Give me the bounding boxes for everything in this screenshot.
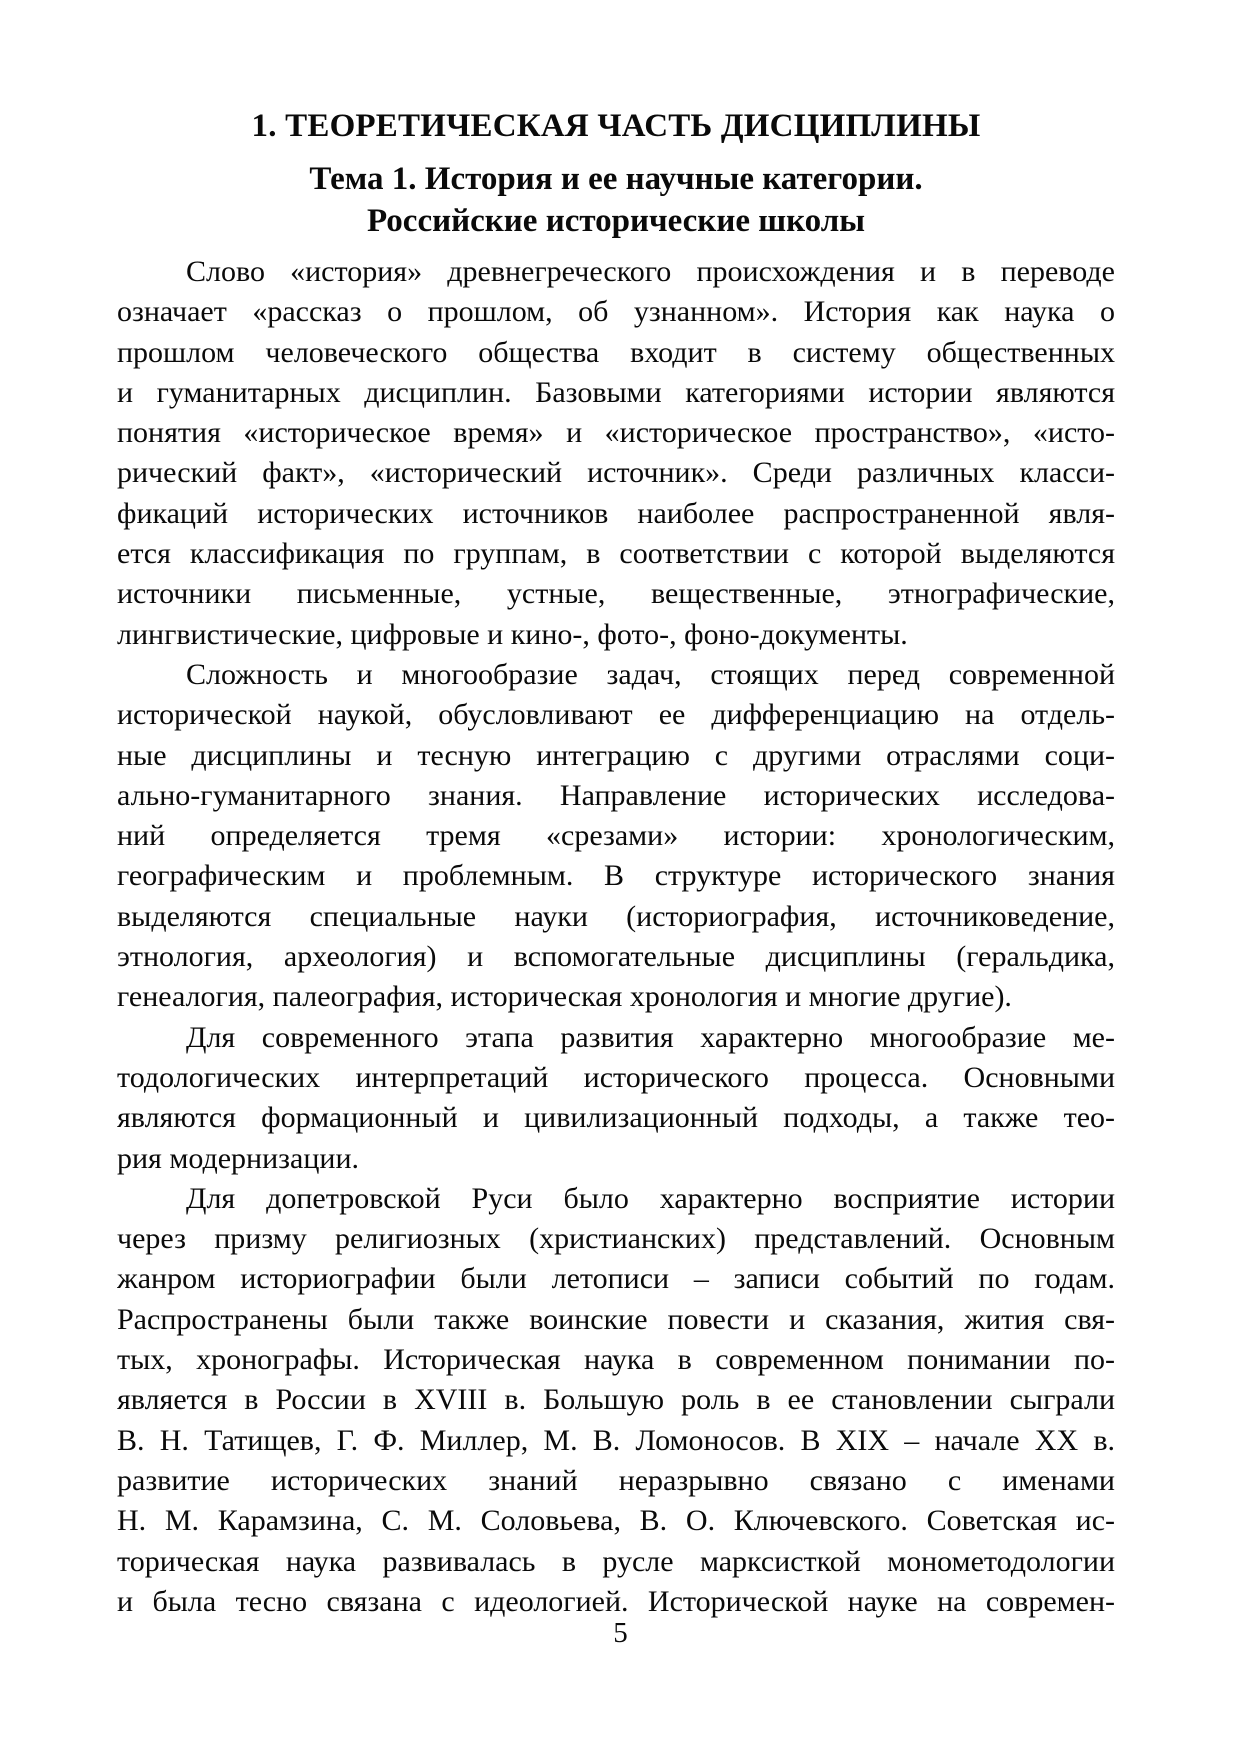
text-line: источники письменные, устные, вещественные, этнографические, bbox=[117, 577, 1115, 611]
text-line: исторической наукой, обусловливают ее дифференциацию на отдель- bbox=[117, 698, 1115, 732]
text-line: торическая наука развивалась в русле марксисткой монометодологии bbox=[117, 1544, 1115, 1578]
chapter-title: 1. ТЕОРЕТИЧЕСКАЯ ЧАСТЬ ДИСЦИПЛИНЫ bbox=[251, 108, 981, 144]
text-line: Для допетровской Руси было характерно восприятие истории bbox=[186, 1181, 1115, 1215]
text-line: географическим и проблемным. В структуре исторического знания bbox=[117, 859, 1115, 893]
text-line: В. Н. Татищев, Г. Ф. Миллер, М. В. Ломоносов. В XIX – начале XX в. bbox=[117, 1423, 1115, 1457]
text-line: Распространены были также воинские повести и сказания, жития свя- bbox=[117, 1302, 1115, 1336]
text-line: являются формационный и цивилизационный подходы, а также тео- bbox=[117, 1101, 1115, 1135]
text-line: лингвистические, цифровые и кино-, фото-, фоно-документы. bbox=[117, 617, 908, 651]
text-line: Слово «история» древнегреческого происхождения и в переводе bbox=[186, 255, 1115, 288]
topic-title-line-2: Российские исторические школы bbox=[366, 203, 866, 239]
text-line: жанром историографии были летописи – записи событий по годам. bbox=[117, 1262, 1115, 1296]
text-line: рический факт», «исторический источник». Среди различных класси- bbox=[117, 456, 1115, 490]
text-line: рия модернизации. bbox=[117, 1141, 359, 1175]
text-line: генеалогия, палеография, историческая хронология и многие другие). bbox=[117, 980, 1012, 1014]
text-line: развитие исторических знаний неразрывно связано с именами bbox=[117, 1463, 1115, 1497]
text-line: Сложность и многообразие задач, стоящих перед современной bbox=[186, 657, 1115, 691]
text-line: является в России в XVIII в. Большую роль в ее становлении сыграли bbox=[117, 1383, 1115, 1417]
text-column bbox=[117, 0, 1115, 1622]
text-line: ально-гуманитарного знания. Направление исторических исследова- bbox=[117, 778, 1115, 812]
body-paragraphs bbox=[117, 252, 1115, 1622]
topic-title bbox=[117, 158, 1115, 242]
text-line: ные дисциплины и тесную интеграцию с другими отраслями соци- bbox=[117, 738, 1115, 772]
text-line: через призму религиозных (христианских) представлений. Основным bbox=[117, 1222, 1115, 1256]
text-line: и гуманитарных дисциплин. Базовыми категориями истории являются bbox=[117, 375, 1115, 409]
text-line: этнология, археология) и вспомогательные дисциплины (геральдика, bbox=[117, 940, 1115, 974]
topic-title-line-1: Тема 1. История и ее научные категории. bbox=[309, 161, 923, 197]
text-line: Для современного этапа развития характерно многообразие ме- bbox=[186, 1020, 1115, 1054]
text-line: означает «рассказ о прошлом, об узнанном». История как наука о bbox=[117, 295, 1115, 329]
text-line: тых, хронографы. Историческая наука в современном понимании по- bbox=[117, 1343, 1115, 1377]
text-line: ний определяется тремя «срезами» истории: хронологическим, bbox=[117, 819, 1115, 853]
text-line: и была тесно связана с идеологией. Исторической науке на современ- bbox=[117, 1584, 1115, 1618]
text-line: тодологических интерпретаций исторического процесса. Основными bbox=[117, 1060, 1115, 1094]
text-line: ется классификация по группам, в соответствии с которой выделяются bbox=[117, 537, 1115, 571]
text-line: прошлом человеческого общества входит в систему общественных bbox=[117, 335, 1115, 369]
text-line: фикаций исторических источников наиболее распространенной явля- bbox=[117, 496, 1115, 530]
text-line: понятия «историческое время» и «историческое пространство», «исто- bbox=[117, 416, 1115, 450]
text-line: Н. М. Карамзина, С. М. Соловьева, В. О. Ключевского. Советская ис- bbox=[117, 1504, 1115, 1538]
text-line: выделяются специальные науки (историография, источниковедение, bbox=[117, 899, 1115, 933]
page-number: 5 bbox=[613, 1617, 628, 1649]
